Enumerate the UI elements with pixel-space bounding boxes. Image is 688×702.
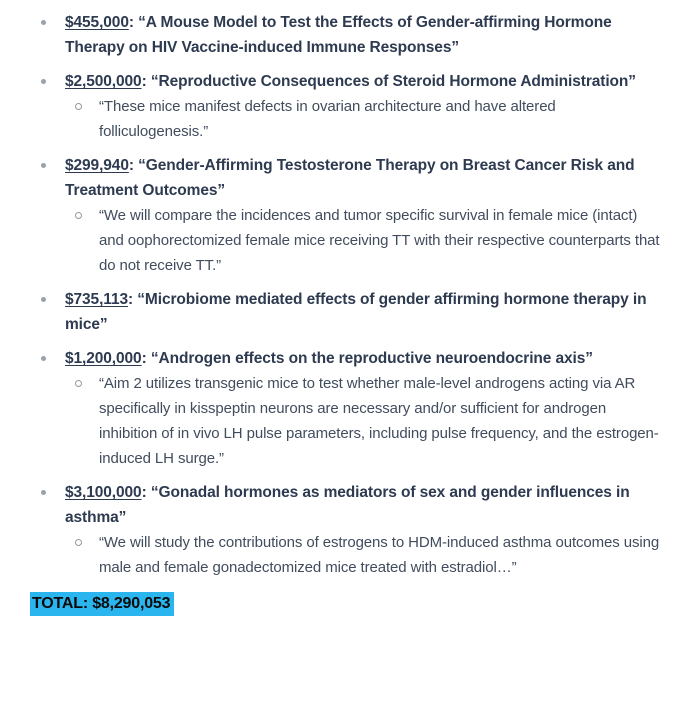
grant-amount: $299,940 xyxy=(65,157,129,174)
quote-sublist xyxy=(0,203,660,278)
grant-title: “Androgen effects on the reproductive neuroendocrine axis” xyxy=(150,350,593,367)
total-highlighted-value: TOTAL: $8,290,053 xyxy=(30,592,174,616)
quote-sublist xyxy=(0,94,660,144)
separator: : xyxy=(128,157,139,174)
grant-title: “Reproductive Consequences of Steroid Hormone Administration” xyxy=(150,73,636,90)
grant-amount: $455,000 xyxy=(65,14,129,31)
grant-title: “A Mouse Model to Test the Effects of Gender-affirming Hormone Therapy on HIV Vaccine-induced Immune Responses” xyxy=(65,14,612,56)
list-item xyxy=(0,346,660,471)
separator: : xyxy=(128,14,139,31)
quote-item xyxy=(0,530,660,580)
quote-sublist xyxy=(0,530,660,580)
grant-title: “Gonadal hormones as mediators of sex and gender influences in asthma” xyxy=(65,484,630,526)
quote-sublist xyxy=(0,371,660,471)
list-item xyxy=(0,287,660,337)
grant-list xyxy=(0,10,660,580)
grant-amount: $2,500,000 xyxy=(65,73,142,90)
grant-title: “Gender-Affirming Testosterone Therapy on Breast Cancer Risk and Treatment Outcomes” xyxy=(65,157,635,199)
list-item xyxy=(0,153,660,278)
quote-item xyxy=(0,203,660,278)
grant-headline xyxy=(0,346,660,371)
grant-headline xyxy=(0,480,660,530)
separator: : xyxy=(141,350,151,367)
list-item xyxy=(0,69,660,144)
grant-headline xyxy=(0,153,660,203)
grant-title: “Microbiome mediated effects of gender affirming hormone therapy in mice” xyxy=(65,291,647,333)
quote-text: “Aim 2 utilizes transgenic mice to test whether male-level androgens acting via AR specifically in kisspeptin neurons are necessary and/or sufficient for androgen inhibition of in vivo LH pulse parameters, including pulse frequency, and the estrogen-induced LH surge.” xyxy=(99,375,659,467)
quote-text: “We will study the contributions of estrogens to HDM-induced asthma outcomes using male and female gonadectomized mice treated with estradiol…” xyxy=(99,534,660,576)
grant-amount: $1,200,000 xyxy=(65,350,142,367)
grant-headline xyxy=(0,287,660,337)
quote-item xyxy=(0,94,660,144)
grant-amount: $735,113 xyxy=(65,291,128,308)
quote-text: “These mice manifest defects in ovarian architecture and have altered folliculogenesis.” xyxy=(99,98,556,140)
quote-text: “We will compare the incidences and tumor specific survival in female mice (intact) and oophorectomized female mice receiving TT with their respective counterparts that do not receive TT.” xyxy=(99,207,660,274)
separator: : xyxy=(128,291,138,308)
list-item xyxy=(0,480,660,580)
total-line xyxy=(30,592,660,616)
separator: : xyxy=(141,484,151,501)
grant-amount: $3,100,000 xyxy=(65,484,142,501)
grant-headline xyxy=(0,69,660,94)
grant-headline xyxy=(0,10,660,60)
quote-item xyxy=(0,371,660,471)
separator: : xyxy=(141,73,151,90)
list-item xyxy=(0,10,660,60)
